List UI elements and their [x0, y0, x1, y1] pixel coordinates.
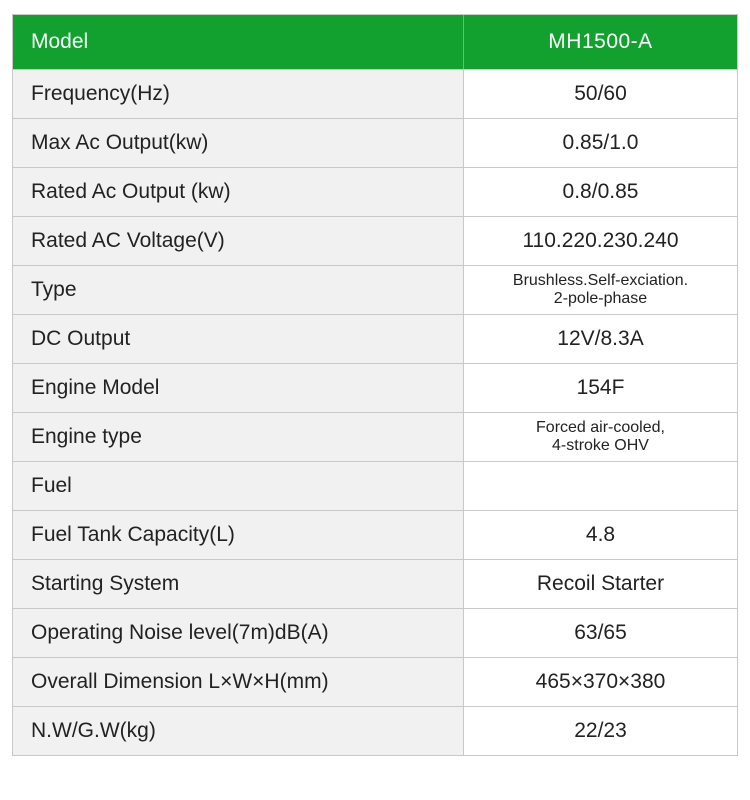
table-row	[13, 559, 737, 608]
row-value: 0.85/1.0	[464, 119, 737, 167]
table-header-row	[13, 15, 737, 69]
table-row	[13, 363, 737, 412]
table-row	[13, 461, 737, 510]
row-value: 50/60	[464, 70, 737, 118]
row-label: Fuel Tank Capacity(L)	[13, 511, 464, 559]
row-value: 12V/8.3A	[464, 315, 737, 363]
row-value: 110.220.230.240	[464, 217, 737, 265]
row-value: 0.8/0.85	[464, 168, 737, 216]
table-row	[13, 69, 737, 118]
row-value: Brushless.Self-exciation. 2-pole-phase	[464, 266, 737, 314]
row-label: Frequency(Hz)	[13, 70, 464, 118]
row-value: Recoil Starter	[464, 560, 737, 608]
table-row	[13, 118, 737, 167]
row-value	[464, 462, 737, 510]
row-value: 465×370×380	[464, 658, 737, 706]
row-value: Forced air-cooled, 4-stroke OHV	[464, 413, 737, 461]
table-row	[13, 412, 737, 461]
row-label: Starting System	[13, 560, 464, 608]
row-label: Fuel	[13, 462, 464, 510]
row-label: Type	[13, 266, 464, 314]
row-value: 154F	[464, 364, 737, 412]
row-label: Overall Dimension L×W×H(mm)	[13, 658, 464, 706]
row-label: DC Output	[13, 315, 464, 363]
row-label: Engine type	[13, 413, 464, 461]
table-row	[13, 657, 737, 706]
row-value: 22/23	[464, 707, 737, 755]
row-label: Rated Ac Output (kw)	[13, 168, 464, 216]
row-value: 63/65	[464, 609, 737, 657]
table-row	[13, 314, 737, 363]
row-label: Engine Model	[13, 364, 464, 412]
table-row	[13, 608, 737, 657]
header-model-value: MH1500-A	[464, 15, 737, 69]
table-row	[13, 167, 737, 216]
row-value: 4.8	[464, 511, 737, 559]
table-row	[13, 510, 737, 559]
row-label: N.W/G.W(kg)	[13, 707, 464, 755]
row-label: Operating Noise level(7m)dB(A)	[13, 609, 464, 657]
spec-table	[12, 14, 738, 756]
table-row	[13, 706, 737, 755]
table-row	[13, 216, 737, 265]
header-label: Model	[13, 15, 464, 69]
row-label: Rated AC Voltage(V)	[13, 217, 464, 265]
table-row	[13, 265, 737, 314]
row-label: Max Ac Output(kw)	[13, 119, 464, 167]
